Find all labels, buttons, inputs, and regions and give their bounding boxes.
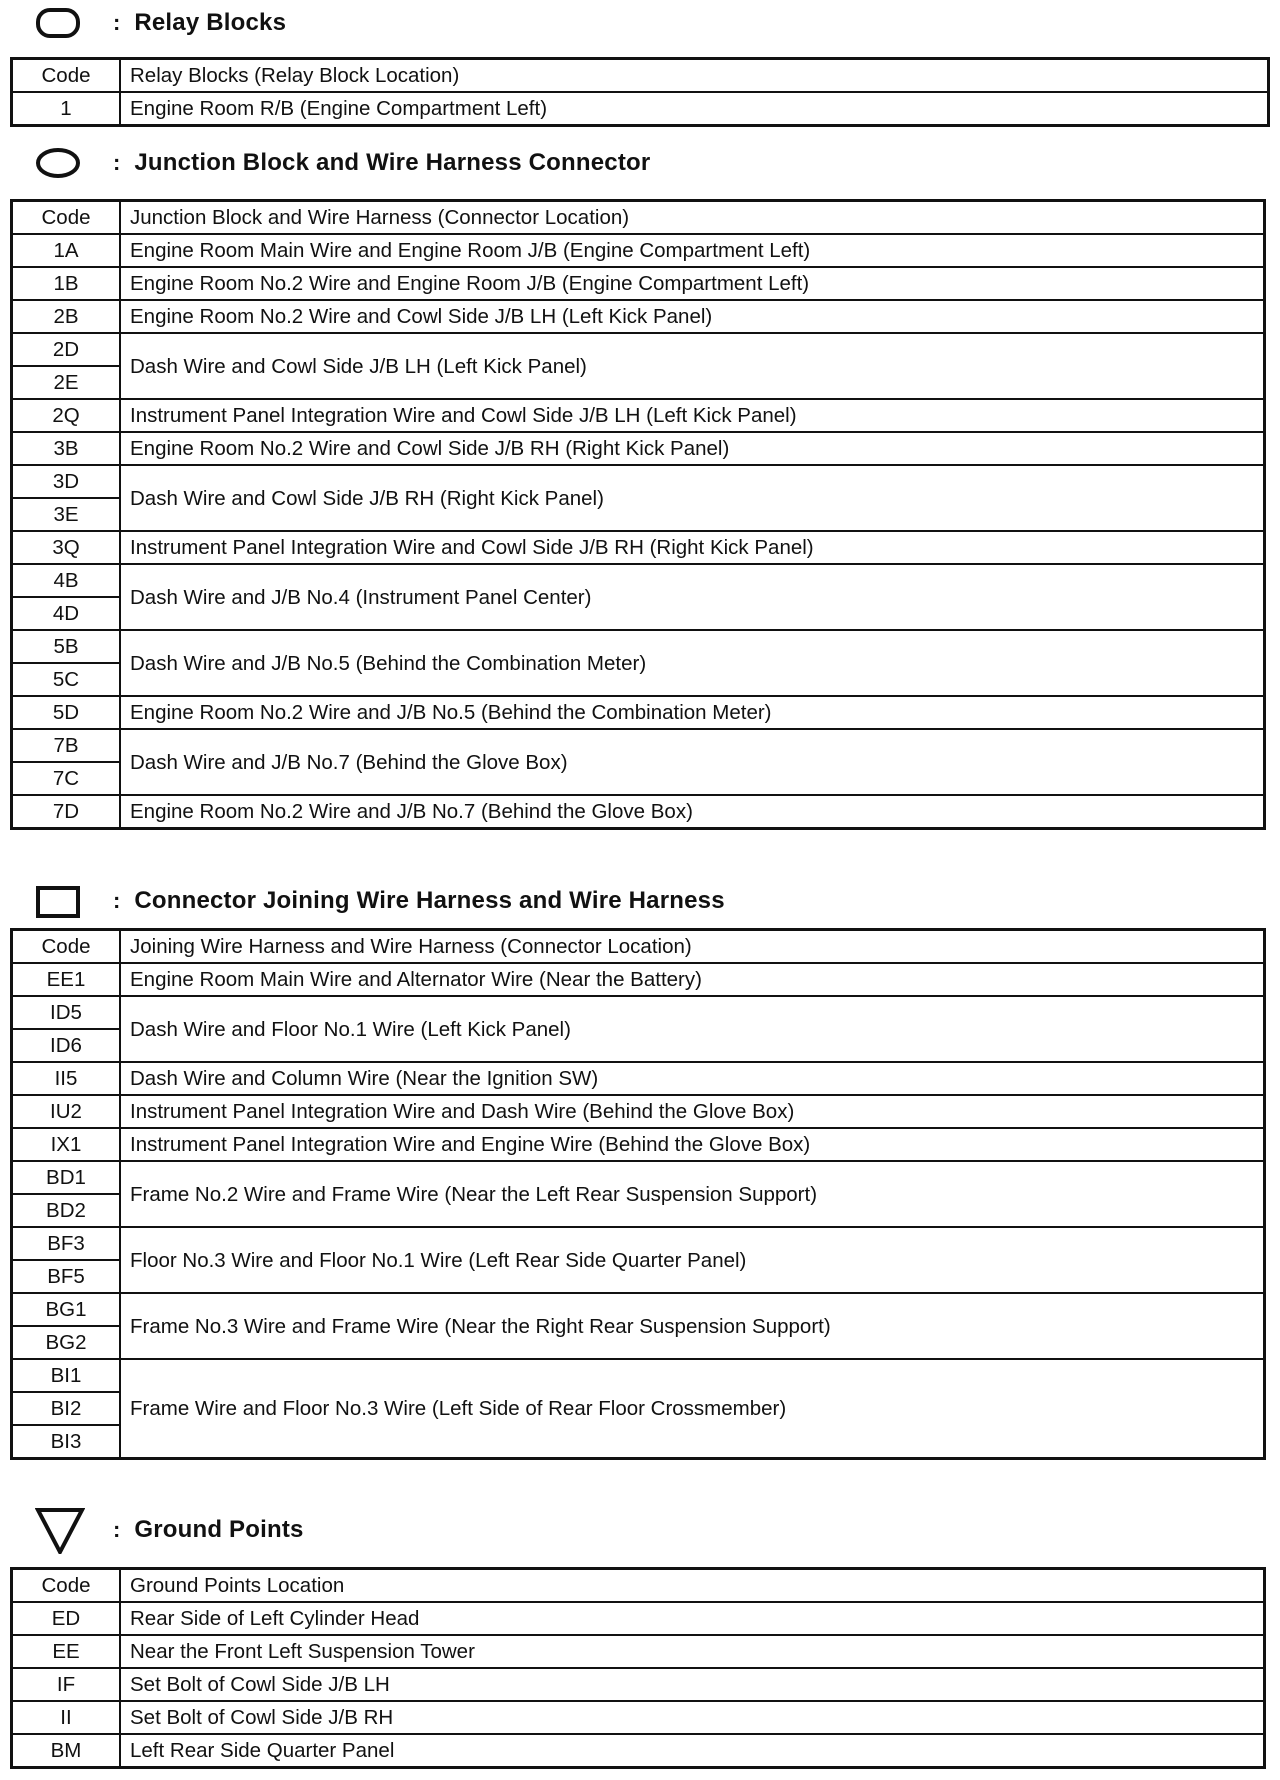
connector-joining-table (10, 928, 1266, 1460)
location-cell: Frame No.2 Wire and Frame Wire (Near the Left Rear Suspension Support) (120, 1161, 1265, 1227)
code-cell: 5D (12, 696, 121, 729)
code-cell: 7C (12, 762, 121, 795)
table-row (12, 267, 1265, 300)
code-cell: BI3 (12, 1425, 121, 1459)
table-row (12, 1227, 1265, 1260)
table-row (12, 630, 1265, 663)
table-header-row (12, 1569, 1265, 1603)
rounded-rectangle-icon (35, 3, 85, 43)
location-cell: Near the Front Left Suspension Tower (120, 1635, 1265, 1668)
code-cell: BF5 (12, 1260, 121, 1293)
code-cell: 2Q (12, 399, 121, 432)
location-cell: Instrument Panel Integration Wire and Cowl Side J/B RH (Right Kick Panel) (120, 531, 1265, 564)
location-cell: Dash Wire and Cowl Side J/B RH (Right Kick Panel) (120, 465, 1265, 531)
section-colon: : (113, 1517, 121, 1542)
section-colon: : (113, 10, 121, 35)
section-title: Ground Points (134, 1516, 304, 1543)
code-cell: 5B (12, 630, 121, 663)
table-row (12, 1701, 1265, 1734)
table-row (12, 300, 1265, 333)
location-cell: Left Rear Side Quarter Panel (120, 1734, 1265, 1768)
column-header-location: Junction Block and Wire Harness (Connector Location) (120, 201, 1265, 235)
table-row (12, 1635, 1265, 1668)
column-header-location: Joining Wire Harness and Wire Harness (Connector Location) (120, 930, 1265, 964)
table-row (12, 729, 1265, 762)
code-cell: 1B (12, 267, 121, 300)
code-cell: BD1 (12, 1161, 121, 1194)
junction-block-table (10, 199, 1266, 830)
section-title: Relay Blocks (134, 9, 287, 36)
location-cell: Instrument Panel Integration Wire and Dash Wire (Behind the Glove Box) (120, 1095, 1265, 1128)
location-cell: Dash Wire and Cowl Side J/B LH (Left Kick Panel) (120, 333, 1265, 399)
table-row (12, 795, 1265, 829)
column-header-location: Relay Blocks (Relay Block Location) (120, 59, 1269, 93)
table-header-row (12, 59, 1269, 93)
table-row (12, 1095, 1265, 1128)
table-row (12, 234, 1265, 267)
code-cell: II (12, 1701, 121, 1734)
section-colon: : (113, 150, 121, 175)
column-header-code: Code (12, 1569, 121, 1603)
section-header-junction-block (35, 143, 650, 183)
location-cell: Engine Room R/B (Engine Compartment Left) (120, 92, 1269, 126)
code-cell: BG1 (12, 1293, 121, 1326)
table-row (12, 1062, 1265, 1095)
location-cell: Dash Wire and Column Wire (Near the Ignition SW) (120, 1062, 1265, 1095)
code-cell: EE1 (12, 963, 121, 996)
oval-icon (35, 143, 85, 183)
code-cell: 7B (12, 729, 121, 762)
location-cell: Engine Room Main Wire and Alternator Wire (Near the Battery) (120, 963, 1265, 996)
column-header-code: Code (12, 201, 121, 235)
code-cell: 4D (12, 597, 121, 630)
column-header-code: Code (12, 59, 121, 93)
code-cell: BI1 (12, 1359, 121, 1392)
code-cell: IU2 (12, 1095, 121, 1128)
code-cell: BG2 (12, 1326, 121, 1359)
location-cell: Dash Wire and Floor No.1 Wire (Left Kick Panel) (120, 996, 1265, 1062)
location-cell: Instrument Panel Integration Wire and Engine Wire (Behind the Glove Box) (120, 1128, 1265, 1161)
table-row (12, 564, 1265, 597)
code-cell: 2B (12, 300, 121, 333)
code-cell: 3E (12, 498, 121, 531)
code-cell: 1 (12, 92, 121, 126)
table-row (12, 1359, 1265, 1392)
location-cell: Frame Wire and Floor No.3 Wire (Left Side of Rear Floor Crossmember) (120, 1359, 1265, 1459)
section-colon: : (113, 888, 121, 913)
location-cell: Rear Side of Left Cylinder Head (120, 1602, 1265, 1635)
location-cell: Engine Room No.2 Wire and Engine Room J/B (Engine Compartment Left) (120, 267, 1265, 300)
table-row (12, 1668, 1265, 1701)
code-cell: BF3 (12, 1227, 121, 1260)
code-cell: IX1 (12, 1128, 121, 1161)
code-cell: II5 (12, 1062, 121, 1095)
code-cell: BM (12, 1734, 121, 1768)
column-header-location: Ground Points Location (120, 1569, 1265, 1603)
code-cell: 5C (12, 663, 121, 696)
code-cell: 3B (12, 432, 121, 465)
section-header-connector-joining (35, 881, 725, 921)
code-cell: 2E (12, 366, 121, 399)
relay-blocks-table (10, 57, 1270, 127)
square-icon (35, 881, 85, 921)
table-row (12, 465, 1265, 498)
location-cell: Frame No.3 Wire and Frame Wire (Near the Right Rear Suspension Support) (120, 1293, 1265, 1359)
location-cell: Set Bolt of Cowl Side J/B RH (120, 1701, 1265, 1734)
code-cell: EE (12, 1635, 121, 1668)
code-cell: BI2 (12, 1392, 121, 1425)
table-row (12, 696, 1265, 729)
code-cell: 2D (12, 333, 121, 366)
location-cell: Floor No.3 Wire and Floor No.1 Wire (Left Rear Side Quarter Panel) (120, 1227, 1265, 1293)
column-header-code: Code (12, 930, 121, 964)
table-row (12, 531, 1265, 564)
table-row (12, 1734, 1265, 1768)
location-cell: Dash Wire and J/B No.5 (Behind the Combination Meter) (120, 630, 1265, 696)
location-cell: Set Bolt of Cowl Side J/B LH (120, 1668, 1265, 1701)
code-cell: 3Q (12, 531, 121, 564)
code-cell: ID5 (12, 996, 121, 1029)
section-title: Connector Joining Wire Harness and Wire Harness (134, 887, 725, 914)
table-header-row (12, 930, 1265, 964)
table-row (12, 1293, 1265, 1326)
location-cell: Engine Room No.2 Wire and Cowl Side J/B LH (Left Kick Panel) (120, 300, 1265, 333)
location-cell: Engine Room No.2 Wire and J/B No.7 (Behind the Glove Box) (120, 795, 1265, 829)
section-header-relay-blocks (35, 3, 286, 43)
table-row (12, 1161, 1265, 1194)
table-row (12, 399, 1265, 432)
code-cell: ED (12, 1602, 121, 1635)
location-cell: Instrument Panel Integration Wire and Cowl Side J/B LH (Left Kick Panel) (120, 399, 1265, 432)
table-row (12, 996, 1265, 1029)
code-cell: 1A (12, 234, 121, 267)
code-cell: 7D (12, 795, 121, 829)
code-cell: IF (12, 1668, 121, 1701)
table-row (12, 1602, 1265, 1635)
location-cell: Dash Wire and J/B No.4 (Instrument Panel Center) (120, 564, 1265, 630)
location-cell: Engine Room No.2 Wire and Cowl Side J/B RH (Right Kick Panel) (120, 432, 1265, 465)
triangle-down-icon (35, 1510, 85, 1550)
table-row (12, 432, 1265, 465)
table-row (12, 92, 1269, 126)
code-cell: ID6 (12, 1029, 121, 1062)
location-cell: Engine Room Main Wire and Engine Room J/B (Engine Compartment Left) (120, 234, 1265, 267)
section-header-ground-points (35, 1510, 304, 1550)
table-row (12, 963, 1265, 996)
code-cell: 3D (12, 465, 121, 498)
code-cell: BD2 (12, 1194, 121, 1227)
table-row (12, 1128, 1265, 1161)
code-cell: 4B (12, 564, 121, 597)
table-row (12, 333, 1265, 366)
location-cell: Engine Room No.2 Wire and J/B No.5 (Behind the Combination Meter) (120, 696, 1265, 729)
section-title: Junction Block and Wire Harness Connector (134, 149, 651, 176)
ground-points-table (10, 1567, 1266, 1769)
location-cell: Dash Wire and J/B No.7 (Behind the Glove Box) (120, 729, 1265, 795)
table-header-row (12, 201, 1265, 235)
